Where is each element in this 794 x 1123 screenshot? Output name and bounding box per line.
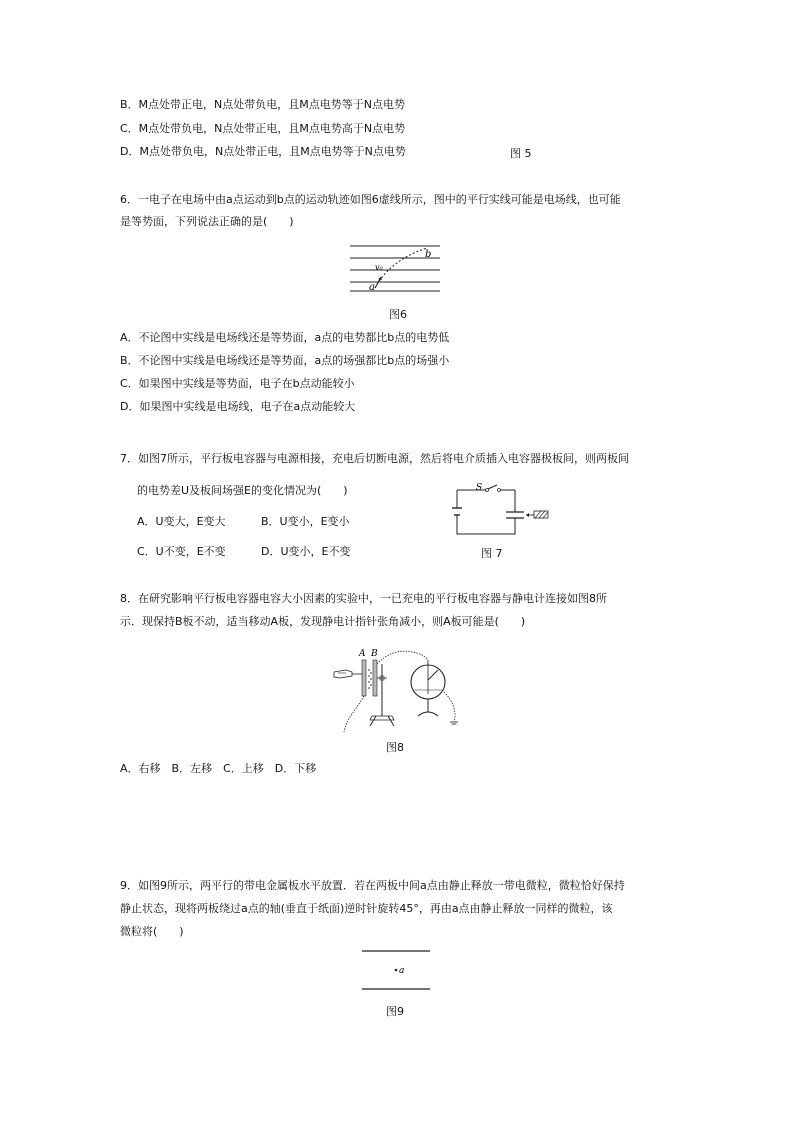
hand-icon <box>334 670 352 678</box>
q7-stem-line1: 7．如图7所示，平行板电容器与电源相接，充电后切断电源，然后将电介质插入电容器极板间，则两板间 <box>120 452 629 465</box>
q5-option-c: C．M点处带负电，N点处带正电，且M点电势高于N点电势 <box>120 122 406 135</box>
q6-option-a: A．不论图中实线是电场线还是等势面，a点的电势都比b点的电势低 <box>120 331 450 344</box>
q6-label-v0: v₀ <box>375 263 383 272</box>
ground-wire-a <box>344 696 364 732</box>
connecting-wire <box>377 651 428 664</box>
q8-electrometer-figure <box>332 642 462 734</box>
switch-blade <box>488 485 497 489</box>
q8-label-b: B <box>371 649 378 659</box>
q7-option-a: A．U变大，E变大 <box>137 515 226 528</box>
q6-figure <box>345 240 445 295</box>
q9-stem-line3: 微粒将( ) <box>120 925 184 938</box>
q7-option-c: C．U不变，E不变 <box>137 545 226 558</box>
q8-label-a: A <box>359 649 366 659</box>
q7-circuit-figure <box>448 480 553 540</box>
q5-option-d: D．M点处带负电，N点处带正电，且M点电势等于N点电势 <box>120 145 406 158</box>
q6-label-b: b <box>425 249 432 260</box>
q8-stem-line2: 示．现保持B板不动，适当移动A板，发现静电计指针张角减小，则A板可能是( ) <box>120 615 526 628</box>
q6-figure-label: 图6 <box>389 308 407 321</box>
q7-option-d: D．U变小，E不变 <box>261 545 351 558</box>
plate-b <box>373 660 377 696</box>
q9-stem-line1: 9．如图9所示，两平行的带电金属板水平放置．若在两板中间a点由静止释放一带电微粒，微粒恰好保持 <box>120 879 625 892</box>
electrometer-base <box>418 712 438 716</box>
q7-figure-label: 图 7 <box>481 547 503 560</box>
q7-option-b: B．U变小，E变小 <box>261 515 350 528</box>
plate-a <box>362 660 366 696</box>
q6-stem-line1: 6．一电子在电场中由a点运动到b点的运动轨迹如图6虚线所示，图中的平行实线可能是电场线，也可能 <box>120 193 621 206</box>
q5-option-b: B．M点处带正电，N点处带负电，且M点电势等于N点电势 <box>120 98 405 111</box>
ground-wire-electrometer <box>444 692 455 722</box>
q8-stem-line1: 8．在研究影响平行板电容器电容大小因素的实验中，一已充电的平行板电容器与静电计连接如图8所 <box>120 592 607 605</box>
particle-dot <box>395 969 398 972</box>
q6-option-c: C．如果图中实线是等势面，电子在b点动能较小 <box>120 377 355 390</box>
q6-option-b: B．不论图中实线是电场线还是等势面，a点的场强都比b点的场强小 <box>120 354 450 367</box>
q8-options: A．右移 B．左移 C．上移 D．下移 <box>120 762 317 775</box>
electrometer-needle <box>428 670 438 680</box>
q6-option-d: D．如果图中实线是电场线，电子在a点动能较大 <box>120 400 356 413</box>
q9-stem-line2: 静止状态，现将两板绕过a点的轴(垂直于纸面)逆时针旋转45°，再由a点由静止释放一同样的微粒，该 <box>120 902 613 915</box>
q6-label-a: a <box>369 282 375 293</box>
q9-plates-figure <box>360 947 432 993</box>
q7-label-switch: S <box>476 483 483 493</box>
q9-figure-label: 图9 <box>386 1005 404 1018</box>
q7-stem-line2: 的电势差U及板间场强E的变化情况为( ) <box>137 484 348 497</box>
q8-figure-label: 图8 <box>386 741 404 754</box>
q5-figure-label: 图 5 <box>510 147 532 160</box>
q6-stem-line2: 是等势面，下列说法正确的是( ) <box>120 215 294 228</box>
q9-label-a: a <box>399 966 405 976</box>
